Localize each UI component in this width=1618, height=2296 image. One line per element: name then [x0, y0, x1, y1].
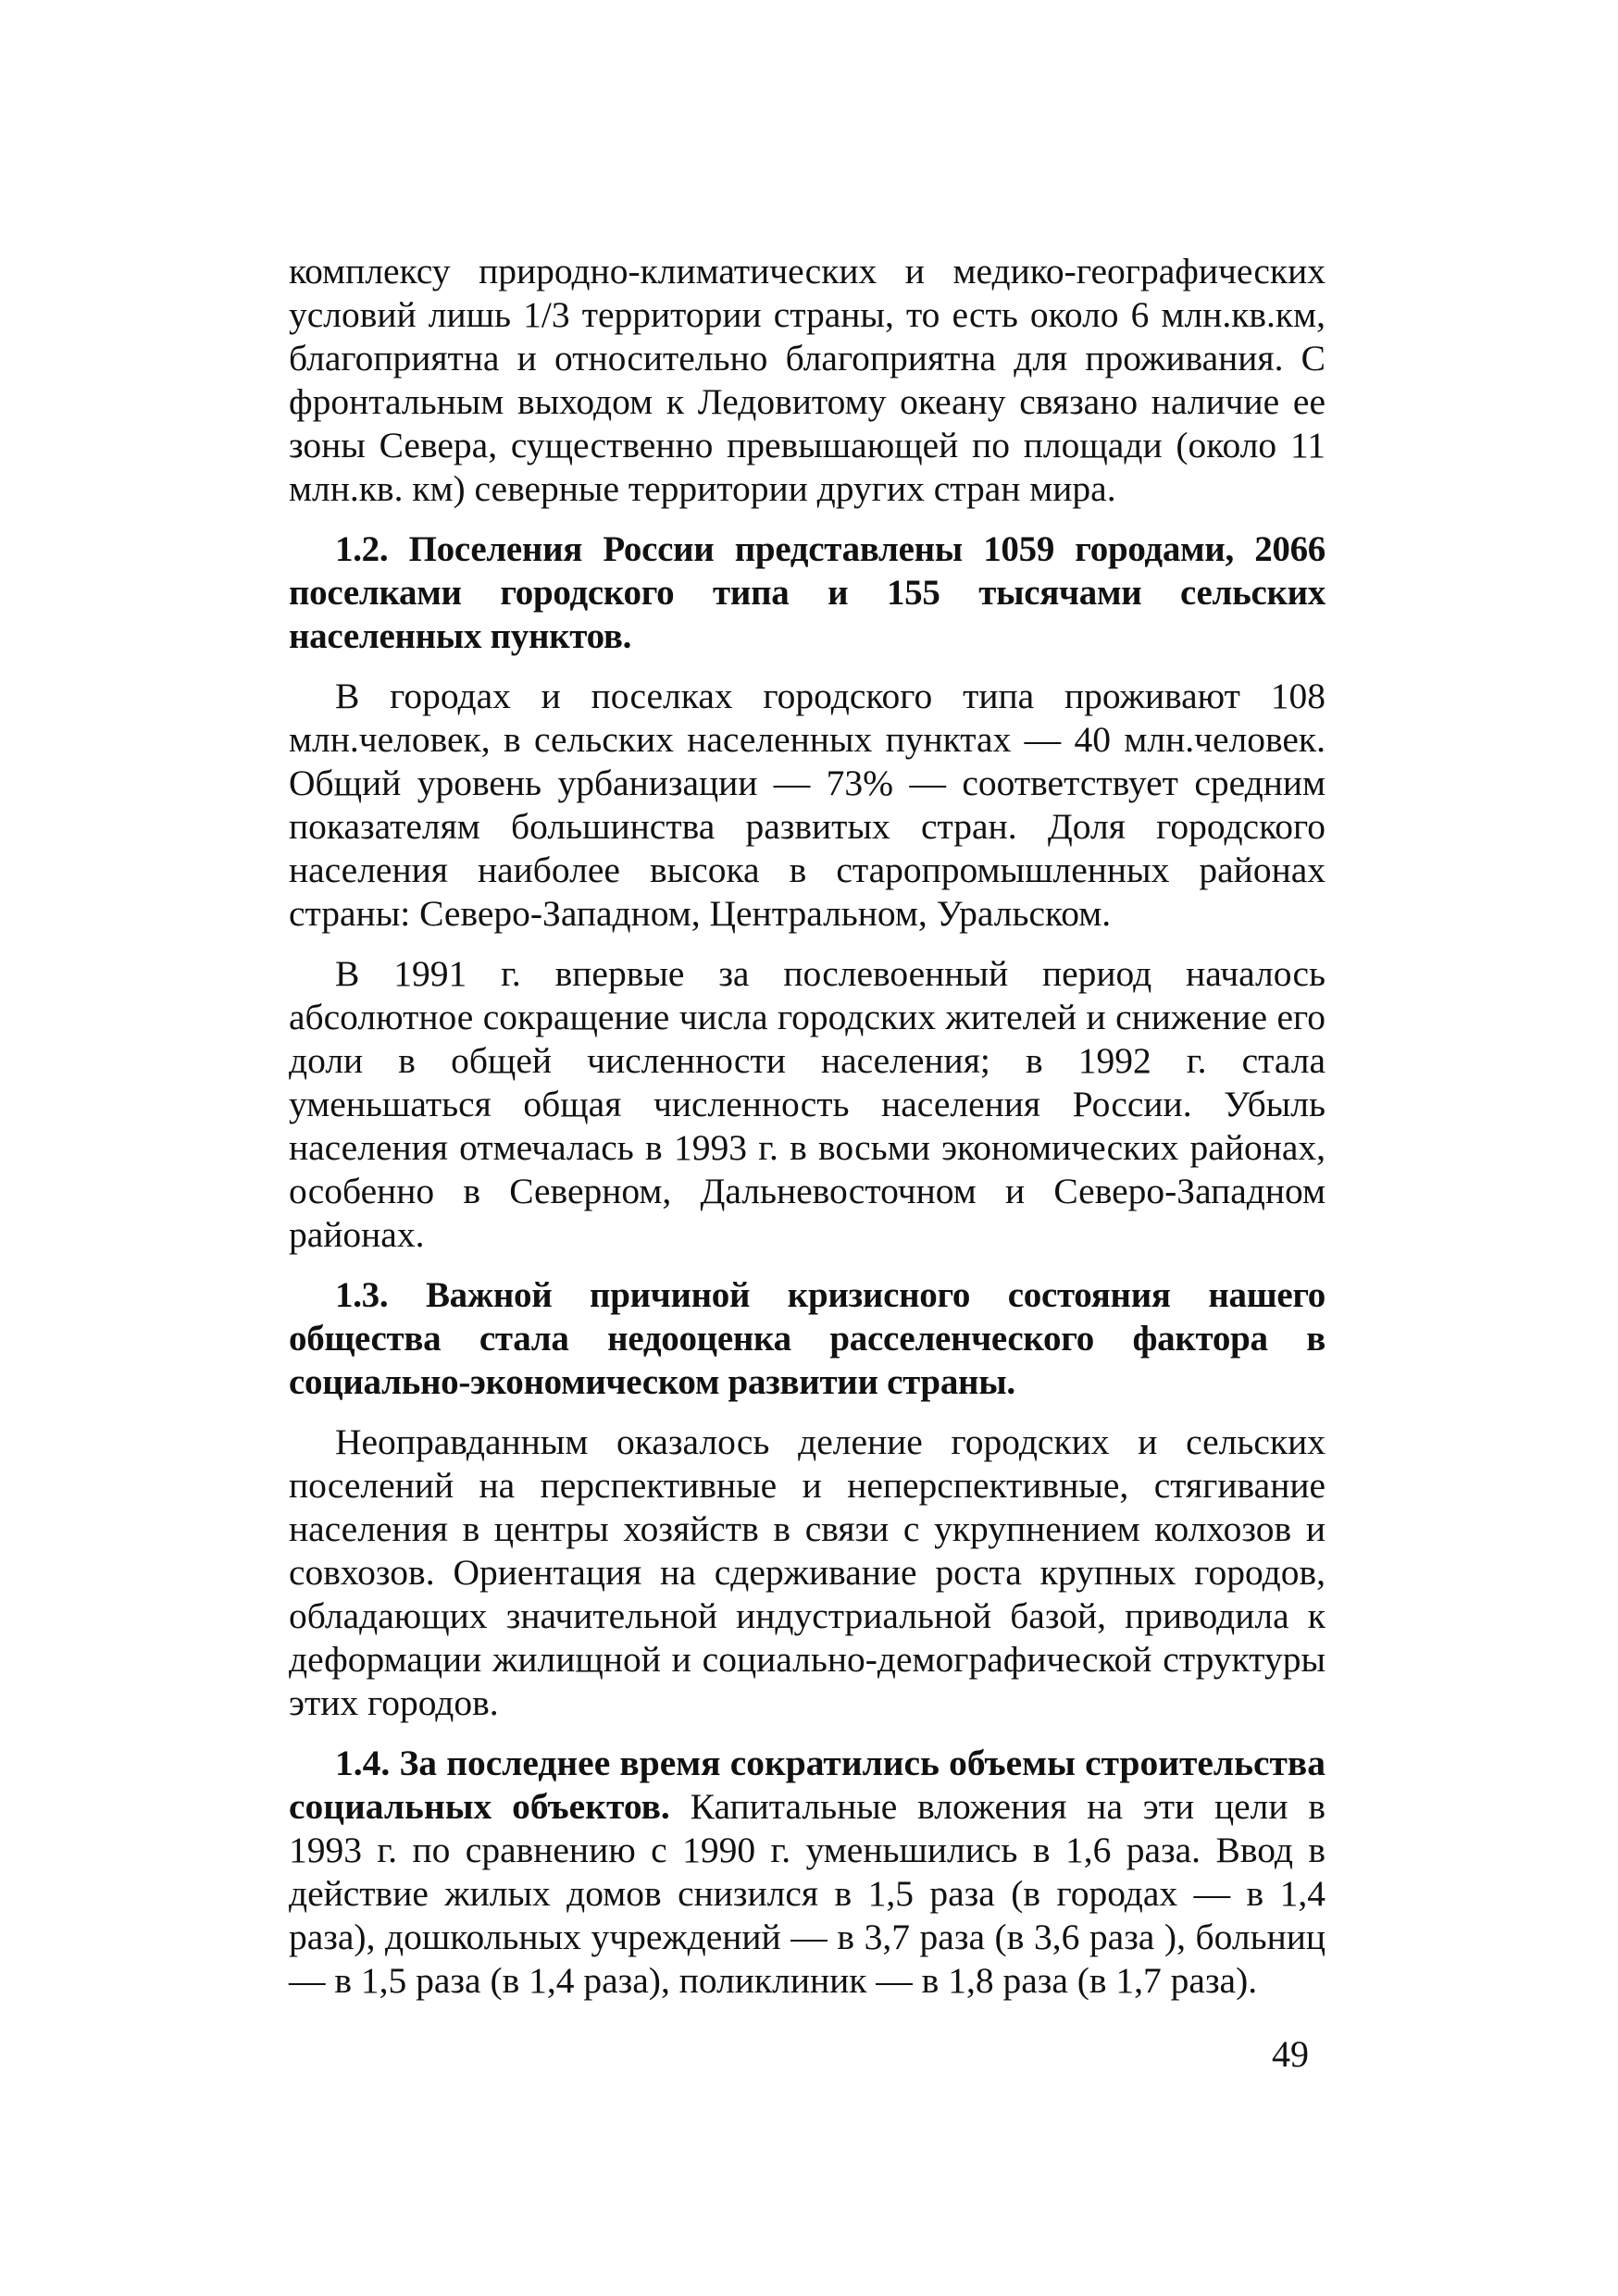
- page-number: 49: [1272, 2033, 1309, 2075]
- section-heading-text: Поселения России представлены 1059 городами, 2066 поселками городского типа и 155 тысячами сельских населенных пунктов.: [289, 529, 1326, 656]
- section-number: 1.4.: [335, 1743, 391, 1783]
- section-number: 1.3.: [335, 1275, 389, 1315]
- section-heading-1-2: [289, 527, 1326, 658]
- section-paragraph-1-4: [289, 1742, 1326, 2003]
- section-heading-text: Важной причиной кризисного состояния нашего общества стала недооценка расселенческого фактора в социально-экономическом развитии страны.: [289, 1275, 1326, 1402]
- paragraph-settlement-policy: Неоправданным оказалось деление городских и сельских поселений на перспективные и неперспективные, стягивание населения в центры хозяйств в связи с укрупнением колхозов и совхозов. Ориентация на сдерживание роста крупных городов, обладающих значительной индустриальной базой, приводила к деформации жилищной и социально-демографической структуры этих городов.: [289, 1421, 1326, 1723]
- section-body-text: Капитальные вложения на эти цели в 1993 г. по сравнению с 1990 г. уменьшились в 1,6 раза. Ввод в действие жилых домов снизился в 1,5 раза (в городах — в 1,4 раза), дошкольных учреждений — в 3,7 раза (в 3,6 раза ), больниц — в 1,5 раза (в 1,4 раза), поликлиник — в 1,8 раза (в 1,7 раза).: [289, 1786, 1326, 2001]
- paragraph-population-decline: В 1991 г. впервые за послевоенный период началось абсолютное сокращение числа городских жителей и снижение его доли в общей численности населения; в 1992 г. стала уменьшаться общая численность населения России. Убыль населения отмечалась в 1993 г. в восьми экономических районах, особенно в Северном, Дальневосточном и Северо-Западном районах.: [289, 953, 1326, 1255]
- section-heading-1-3: [289, 1273, 1326, 1404]
- paragraph-urbanization: В городах и поселках городского типа проживают 108 млн.человек, в сельских населенных пунктах — 40 млн.человек. Общий уровень урбанизации — 73% — соответствует средним показателям большинства развитых стран. Доля городского населения наиболее высока в старопромышленных районах страны: Северо-Западном, Центральном, Уральском.: [289, 676, 1326, 934]
- page-body: [289, 250, 1326, 2019]
- paragraph-continuation: комплексу природно-климатических и медико-географических условий лишь 1/3 территории страны, то есть около 6 млн.кв.км, благоприятна и относительно благоприятна для проживания. С фронтальным выходом к Ледовитому океану связано наличие ее зоны Севера, существенно превышающей по площади (около 11 млн.кв. км) северные территории других стран мира.: [289, 251, 1326, 509]
- section-heading-text: За последнее время сократились объемы строительства социальных объектов.: [289, 1743, 1326, 1827]
- section-number: 1.2.: [335, 529, 389, 569]
